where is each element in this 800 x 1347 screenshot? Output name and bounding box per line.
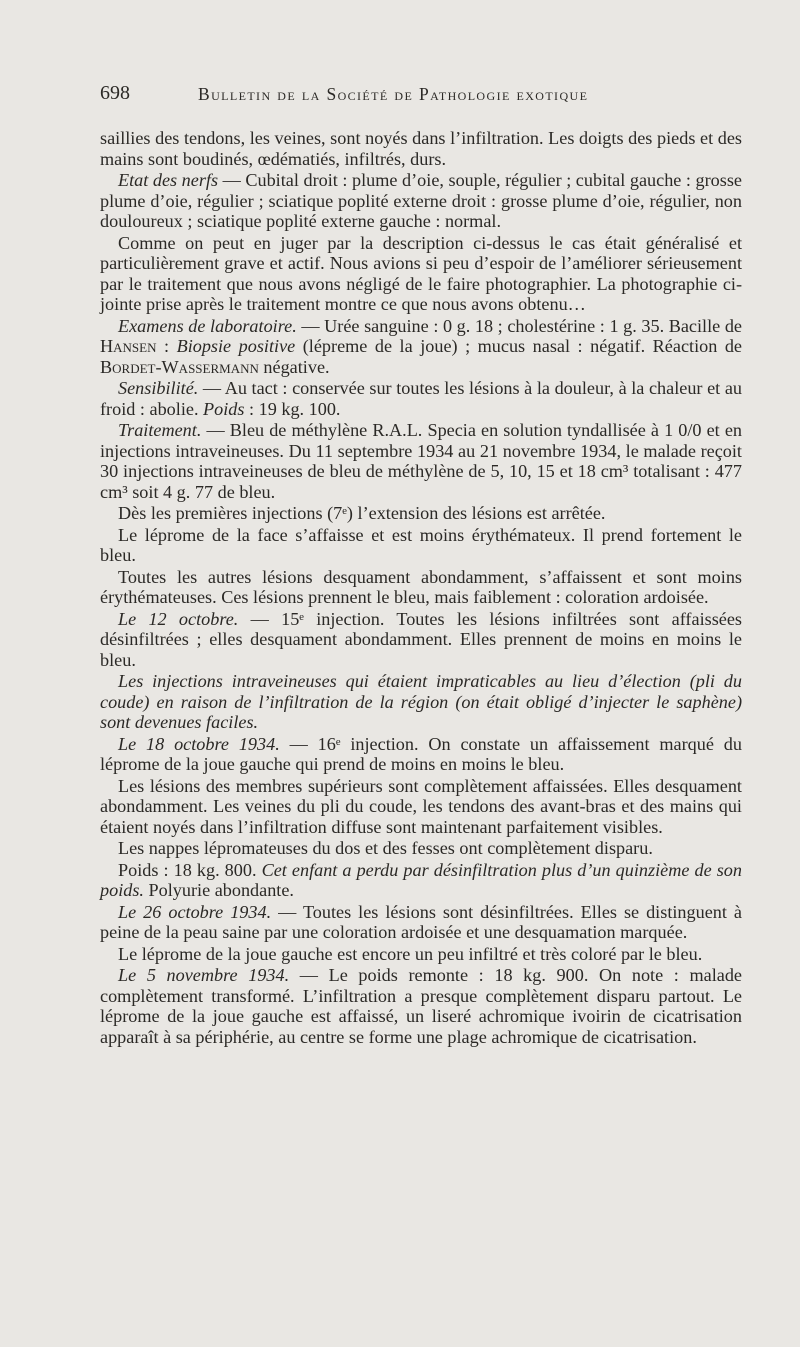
paragraph <box>100 316 742 378</box>
paragraph <box>100 609 742 671</box>
paragraph <box>100 378 742 419</box>
italic-text: Poids <box>203 398 245 419</box>
italic-text: Le 18 octobre 1934. <box>118 733 280 754</box>
italic-text: Cet enfant a perdu par désinfiltration plus d’un quinzième de son poids. <box>100 859 742 900</box>
paragraph <box>100 671 742 733</box>
body-text <box>100 128 742 1048</box>
italic-text: Le 12 octobre. <box>118 608 239 629</box>
paragraph <box>100 776 742 838</box>
small-caps-name: Hansen <box>100 336 157 356</box>
paragraph <box>100 420 742 502</box>
paragraph <box>100 902 742 943</box>
text-run: — 16ᵉ injection. On constate un affaissement marqué du léprome de la joue gauche qui prend de moins en moins le bleu. <box>100 733 742 774</box>
italic-text: Le 5 novembre 1934. <box>118 965 290 985</box>
paragraph <box>100 503 742 524</box>
text-run: — Au tact : conservée sur toutes les lésions à la douleur, à la chaleur et au froid : abolie. <box>100 378 742 419</box>
text-run: Les lésions des membres supérieurs sont complètement affaissées. Elles desquament abondamment. Les veines du pli du coude, les tendons des avant-bras et des mains qui étaient noyés dans l’infiltration diffuse sont maintenant parfaitement visibles. <box>100 775 742 837</box>
text-run: Les nappes lépromateuses du dos et des fesses ont complètement disparu. <box>118 838 653 858</box>
paragraph <box>100 944 742 965</box>
text-run: : <box>156 336 177 356</box>
paragraph <box>100 860 742 901</box>
italic-text: Traitement. <box>118 420 202 440</box>
text-run: Toutes les autres lésions desquament abondamment, s’affaissent et sont moins érythémateuses. Ces lésions prennent le bleu, mais faiblement : coloration ardoisée. <box>100 566 742 607</box>
page-number: 698 <box>100 82 130 104</box>
text-run: Le léprome de la face s’affaisse et est moins érythémateux. Il prend fortement le bleu. <box>100 524 742 565</box>
text-run: — Le poids remonte : 18 kg. 900. On note : malade complètement transformé. L’infiltration a presque complètement disparu partout. Le léprome de la joue gauche est affaissé, un liseré achromique ivoirin de cicatrisation apparaît à sa périphérie, au centre se forme une plage achromique de cicatrisation. <box>100 965 742 1047</box>
paragraph <box>100 525 742 566</box>
paragraph <box>100 734 742 775</box>
italic-text: Biopsie positive <box>176 336 296 356</box>
text-run: — 15ᵉ injection. Toutes les lésions infiltrées sont affaissées désinfiltrées ; elles desquament abondamment. Elles prennent de moins en moins le bleu. <box>100 608 742 670</box>
paragraph <box>100 838 742 859</box>
text-run: Le léprome de la joue gauche est encore un peu infiltré et très coloré par le bleu. <box>118 943 703 964</box>
italic-text: Les injections intraveineuses qui étaient impraticables au lieu d’élection (pli du coude) en raison de l’infiltration de la région (on était obligé d’injecter le saphène) sont devenues faciles. <box>100 671 742 732</box>
text-run: négative. <box>258 356 330 377</box>
text-run: Dès les premières injections (7ᵉ) l’extension des lésions est arrêtée. <box>118 503 606 523</box>
text-run: — Cubital droit : plume d’oie, souple, régulier ; cubital gauche : grosse plume d’oie, régulier ; sciatique poplité externe droit : grosse plume d’oie, régulier, non douloureux ; sciatique poplité externe gauche : normal. <box>100 170 743 231</box>
text-run: : 19 kg. 100. <box>244 398 341 419</box>
paragraph <box>100 170 742 232</box>
italic-text: Examens de laboratoire. <box>118 315 297 336</box>
running-title: Bulletin de la Société de Pathologie exotique <box>198 84 589 104</box>
paragraph <box>100 233 742 315</box>
text-run: Poids : 18 kg. 800. <box>118 859 262 880</box>
italic-text: Etat des nerfs <box>118 170 219 190</box>
text-run: Comme on peut en juger par la description ci-dessus le cas était généralisé et particulièrement grave et actif. Nous avions si peu d’espoir de l’améliorer sérieusement par le traitement que nous avons négligé de le faire photographier. La photographie ci-jointe prise après le traitement montre ce que nous avons obtenu… <box>100 232 742 314</box>
italic-text: Sensibilité. <box>118 378 199 398</box>
text-run: Polyurie abondante. <box>143 880 294 900</box>
text-run: — Toutes les lésions sont désinfiltrées. Elles se distinguent à peine de la peau saine par une coloration ardoisée et une desquamation marquée. <box>100 901 742 942</box>
text-run: — Urée sanguine : 0 g. 18 ; cholestérine : 1 g. 35. Bacille de <box>296 315 742 336</box>
small-caps-name: Bordet-Wassermann <box>100 356 259 377</box>
paragraph <box>100 965 742 1047</box>
text-run: saillies des tendons, les veines, sont noyés dans l’infiltration. Les doigts des pieds et des mains sont boudinés, œdématiés, infiltrés, durs. <box>100 128 742 169</box>
paragraph <box>100 567 742 608</box>
paragraph <box>100 128 742 169</box>
page-header <box>100 82 740 112</box>
text-run: (lépreme de la joue) ; mucus nasal : négatif. Réaction de <box>295 336 742 356</box>
italic-text: Le 26 octobre 1934. <box>118 901 272 922</box>
text-run: — Bleu de méthylène R.A.L. Specia en solution tyndallisée à 1 0/0 et en injections intraveineuses. Du 11 septembre 1934 au 21 novembre 1934, le malade reçoit 30 injections intraveineuses de bleu de méthylène de 5, 10, 15 et 18 cm³ totalisant : 477 cm³ soit 4 g. 77 de bleu. <box>100 420 742 502</box>
